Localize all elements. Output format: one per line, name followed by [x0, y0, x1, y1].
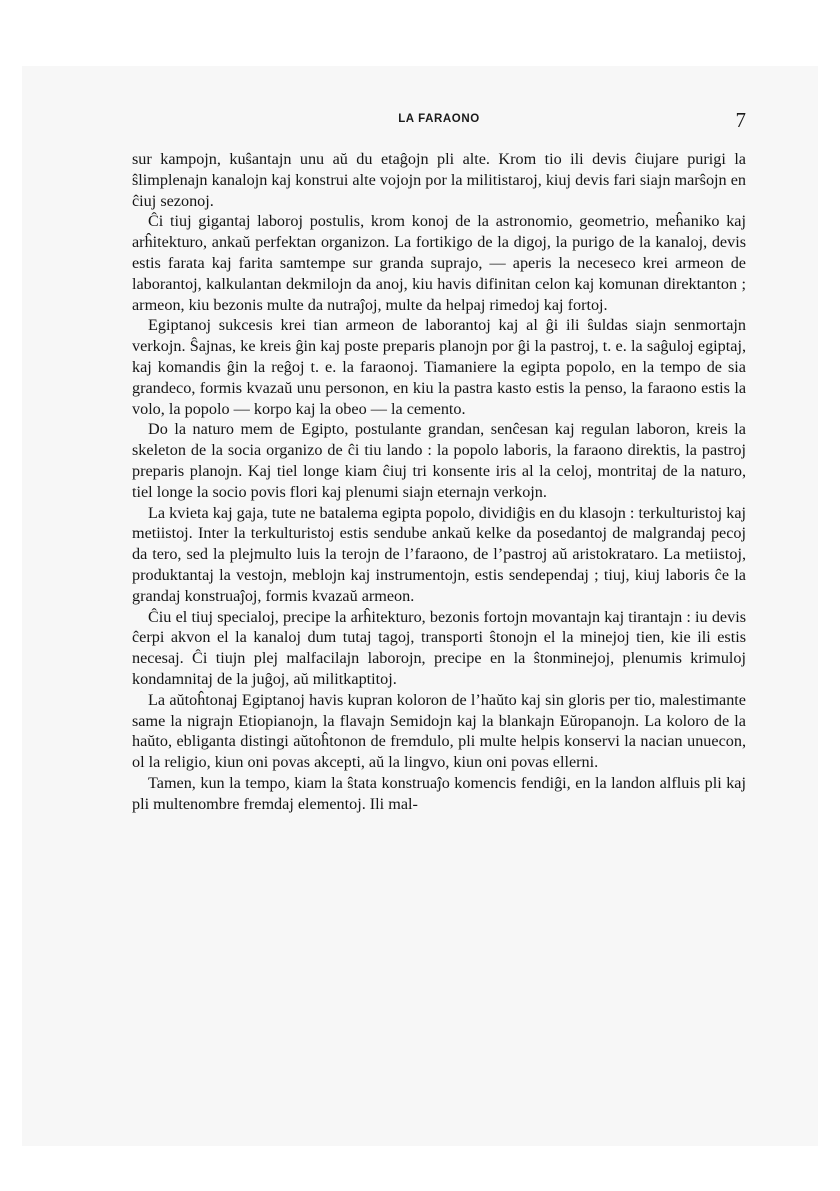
paragraph: Do la naturo mem de Egipto, postulante grandan, senĉesan kaj regulan laboron, kreis la skeleton de la socia organizo de ĉi tiu lando : la popolo laboris, la faraono direktis, la pastroj preparis planojn. Kaj tiel longe kiam ĉiuj tri konsente iris al la celoj, montritaj de la naturo, tiel longe la socio povis flori kaj plenumi siajn eternajn verkojn.	[132, 420, 746, 501]
paragraph: Egiptanoj sukcesis krei tian armeon de laborantoj kaj al ĝi ili ŝuldas siajn senmortajn verkojn. Ŝajnas, ke kreis ĝin kaj poste preparis planojn por ĝi la pastroj, t. e. la saĝuloj egiptaj, kaj komandis ĝin la reĝoj t. e. la faraonoj. Tiamaniere la egipta popolo, en la tempo de sia grandeco, formis kvazaŭ unu personon, en kiu la pastra kasto estis la penso, la faraono estis la volo, la popolo — korpo kaj la obeo — la cemento.	[132, 316, 746, 418]
page-number: 7	[735, 108, 746, 132]
paragraph: La aŭtoĥtonaj Egiptanoj havis kupran koloron de l’haŭto kaj sin gloris per tio, malestimante same la nigrajn Etiopianojn, la flavajn Semidojn kaj la blankajn Eŭropanojn. La koloro de la haŭto, ebliganta distingi aŭtoĥtonon de fremdulo, pli multe helpis konservi la nacian unuecon, ol la religio, kiun oni povas akcepti, aŭ la lingvo, kiun oni povas ellerni.	[132, 690, 746, 772]
paragraph: sur kampojn, kuŝantajn unu aŭ du etaĝojn pli alte. Krom tio ili devis ĉiujare purigi la ŝlimplenajn kanalojn kaj konstrui alte vojojn por la militistaroj, kiuj devis fari siajn marŝojn en ĉiuj sezonoj.	[132, 150, 746, 210]
paragraph: La kvieta kaj gaja, tute ne batalema egipta popolo, dividiĝis en du klasojn : terkulturistoj kaj metiistoj. Inter la terkulturistoj estis sendube ankaŭ kelke da posedantoj de malgrandaj pecoj da tero, sed la plejmulto luis la terojn de l’faraono, de l’pastroj aŭ aristokrataro. La metiistoj, produktantaj la vestojn, meblojn kaj instrumentojn, estis sendependaj ; tiuj, kiuj laboris ĉe la grandaj konstruaĵoj, formis kvazaŭ armeon.	[132, 503, 746, 605]
body-text	[132, 149, 746, 815]
paragraph: Tamen, kun la tempo, kiam la ŝtata konstruaĵo komencis fendiĝi, en la landon alfluis pli kaj pli multenombre fremdaj elementoj. Ili mal-	[132, 773, 746, 813]
running-header	[132, 110, 746, 136]
running-title: LA FARAONO	[398, 113, 480, 125]
paragraph: Ĉi tiuj gigantaj laboroj postulis, krom konoj de la astronomio, geometrio, meĥaniko kaj arĥitekturo, ankaŭ perfektan organizon. La fortikigo de la digoj, la purigo de la kanaloj, devis estis farata kaj farita samtempe sur granda suprajo, — aperis la neceseco krei armeon de laborantoj, kalkulantan dekmilojn da anoj, kiu havis difinitan celon kaj komunan direktanton ; armeon, kiu bezonis multe da nutraĵoj, multe da helpaj rimedoj kaj fortoj.	[132, 212, 746, 314]
paragraph: Ĉiu el tiuj specialoj, precipe la arĥitekturo, bezonis fortojn movantajn kaj tirantajn : iu devis ĉerpi akvon el la kanaloj dum tutaj tagoj, transporti ŝtonojn el la minejoj tien, kie ili estis necesaj. Ĉi tiujn plej malfacilajn laborojn, precipe en la ŝtonminejoj, plenumis krimuloj kondamnitaj de la juĝoj, aŭ militkaptitoj.	[132, 607, 746, 688]
